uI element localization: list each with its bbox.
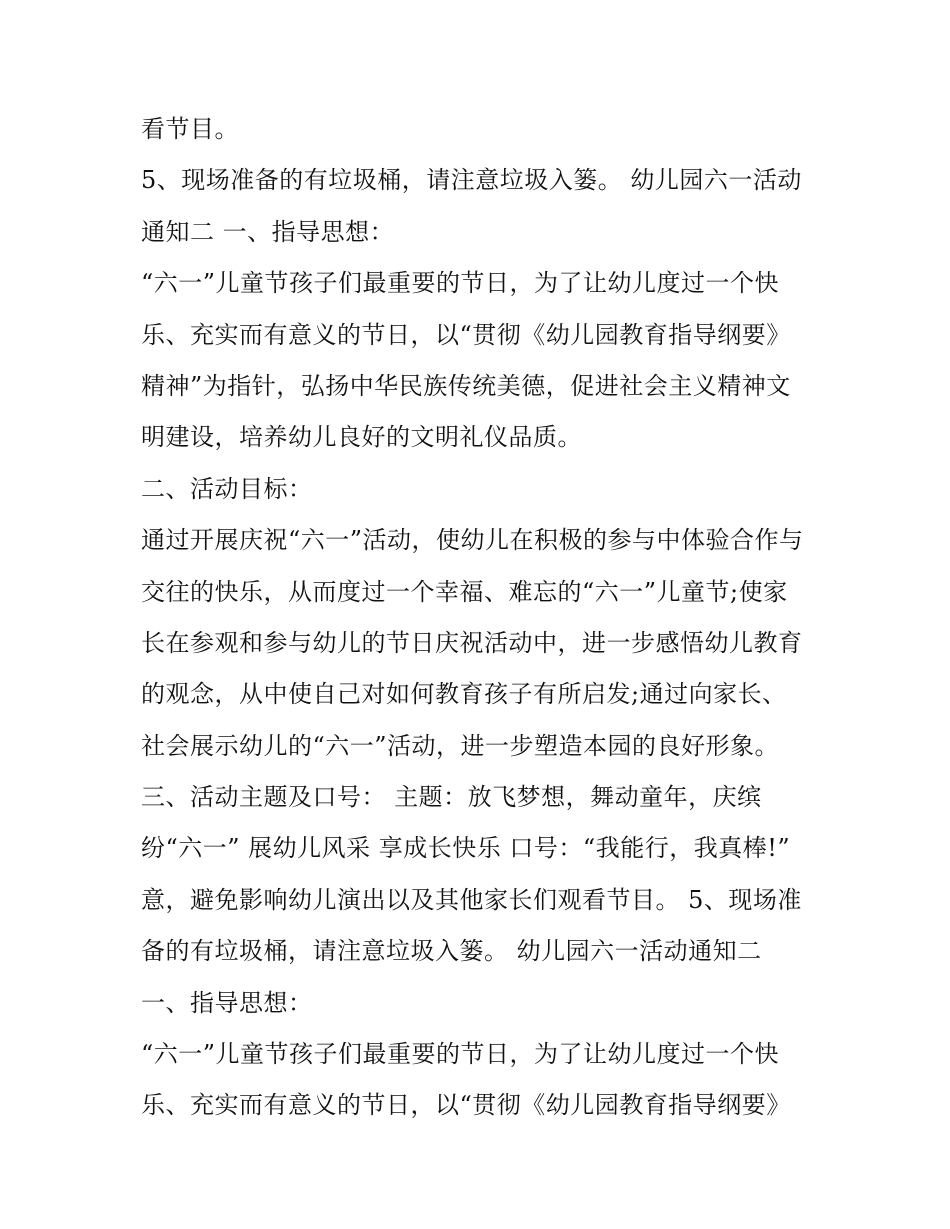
text-line: 看节目。 xyxy=(141,115,239,143)
text-line: 5、现场准备的有垃圾桶，请注意垃圾入篓。 幼儿园六一活动 xyxy=(141,166,802,195)
text-line: 纷“六一” 展幼儿风采 享成长快乐 口号：“我能行，我真棒!” xyxy=(141,834,791,863)
section-heading: 一、指导思想： xyxy=(141,988,313,1017)
text-line: 通过开展庆祝“六一”活动，使幼儿在积极的参与中体验合作与 xyxy=(141,526,804,555)
section-heading: 三、活动主题及口号： 主题：放飞梦想，舞动童年，庆缤 xyxy=(141,783,762,812)
text-line: 长在参观和参与幼儿的节日庆祝活动中，进一步感悟幼儿教育 xyxy=(141,628,803,657)
section-heading: 二、活动目标： xyxy=(141,474,313,503)
text-line: 社会展示幼儿的“六一”活动，进一步塑造本园的良好形象。 xyxy=(141,731,780,760)
text-line: “六一”儿童节孩子们最重要的节日，为了让幼儿度过一个快 xyxy=(141,1040,780,1069)
text-line: 明建设，培养幼儿良好的文明礼仪品质。 xyxy=(141,423,582,452)
text-line: 备的有垃圾桶，请注意垃圾入篓。 幼儿园六一活动通知二 xyxy=(141,937,762,966)
text-line: 交往的快乐，从而度过一个幸福、难忘的“六一”儿童节;使家 xyxy=(141,577,788,606)
text-line: 乐、充实而有意义的节日，以“贯彻《幼儿园教育指导纲要》 xyxy=(141,1091,791,1120)
text-line: 精神”为指针，弘扬中华民族传统美德，促进社会主义精神文 xyxy=(141,371,791,400)
text-line: 通知二 一、指导思想： xyxy=(141,217,395,246)
text-line: 乐、充实而有意义的节日，以“贯彻《幼儿园教育指导纲要》 xyxy=(141,320,791,349)
document-body xyxy=(141,104,821,1132)
text-line: “六一”儿童节孩子们最重要的节日，为了让幼儿度过一个快 xyxy=(141,269,780,298)
text-line: 的观念，从中使自己对如何教育孩子有所启发;通过向家长、 xyxy=(141,680,787,709)
text-line: 意，避免影响幼儿演出以及其他家长们观看节目。 5、现场准 xyxy=(141,885,802,914)
